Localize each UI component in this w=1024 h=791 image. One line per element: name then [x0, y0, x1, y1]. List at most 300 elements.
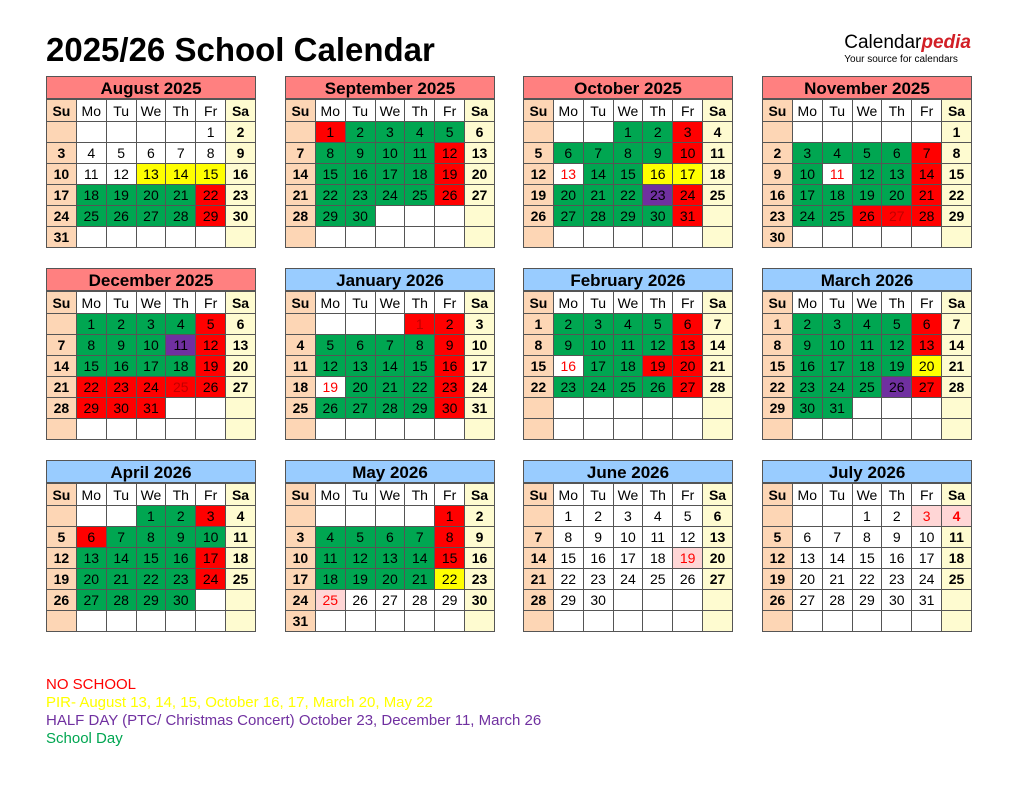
day-cell: 10 — [465, 335, 495, 356]
empty-cell — [435, 611, 465, 632]
empty-cell — [226, 227, 256, 248]
day-cell: 1 — [196, 122, 226, 143]
day-cell: 4 — [76, 143, 106, 164]
day-cell: 12 — [852, 164, 882, 185]
calendarpedia-logo[interactable] — [844, 33, 971, 66]
day-cell: 27 — [792, 590, 822, 611]
day-cell: 4 — [613, 314, 643, 335]
day-cell: 20 — [673, 356, 703, 377]
day-cell: 14 — [942, 335, 972, 356]
weekday-label: Tu — [822, 292, 852, 314]
day-cell: 16 — [345, 164, 375, 185]
weekday-label: We — [613, 292, 643, 314]
empty-cell — [822, 506, 852, 527]
day-cell: 15 — [435, 548, 465, 569]
empty-cell — [553, 611, 583, 632]
empty-cell — [882, 611, 912, 632]
day-cell: 22 — [553, 569, 583, 590]
day-cell: 31 — [673, 206, 703, 227]
day-cell: 2 — [435, 314, 465, 335]
empty-cell — [286, 314, 316, 335]
day-cell: 2 — [465, 506, 495, 527]
day-cell: 28 — [583, 206, 613, 227]
day-cell: 17 — [673, 164, 703, 185]
day-cell: 10 — [47, 164, 77, 185]
day-cell: 16 — [226, 164, 256, 185]
day-cell: 10 — [792, 164, 822, 185]
month-header: January 2026 — [285, 268, 495, 291]
empty-cell — [196, 227, 226, 248]
empty-cell — [673, 590, 703, 611]
day-cell: 21 — [166, 185, 196, 206]
day-cell: 16 — [166, 548, 196, 569]
day-cell: 29 — [315, 206, 345, 227]
day-cell: 3 — [136, 314, 166, 335]
day-cell: 6 — [912, 314, 942, 335]
day-cell: 27 — [76, 590, 106, 611]
day-cell: 20 — [465, 164, 495, 185]
day-cell: 19 — [345, 569, 375, 590]
empty-cell — [315, 314, 345, 335]
day-cell: 13 — [76, 548, 106, 569]
empty-cell — [643, 398, 673, 419]
weekday-label: Fr — [673, 100, 703, 122]
day-cell: 8 — [405, 335, 435, 356]
weekday-label: Tu — [583, 484, 613, 506]
day-cell: 11 — [703, 143, 733, 164]
empty-cell — [882, 122, 912, 143]
empty-cell — [226, 398, 256, 419]
empty-cell — [345, 314, 375, 335]
day-cell: 4 — [942, 506, 972, 527]
empty-cell — [643, 419, 673, 440]
month-june-2026 — [523, 460, 733, 632]
day-cell: 7 — [524, 527, 554, 548]
weekday-label: We — [852, 100, 882, 122]
day-cell: 17 — [583, 356, 613, 377]
logo-tagline: Your source for calendars — [844, 54, 958, 65]
day-cell: 23 — [643, 185, 673, 206]
day-cell: 28 — [703, 377, 733, 398]
weekday-label: Mo — [315, 292, 345, 314]
day-cell: 30 — [106, 398, 136, 419]
day-cell: 7 — [286, 143, 316, 164]
day-cell: 9 — [106, 335, 136, 356]
day-cell: 22 — [613, 185, 643, 206]
day-cell: 2 — [166, 506, 196, 527]
day-cell: 15 — [942, 164, 972, 185]
day-cell: 8 — [315, 143, 345, 164]
day-cell: 30 — [882, 590, 912, 611]
empty-cell — [643, 611, 673, 632]
day-cell: 10 — [196, 527, 226, 548]
weekday-label: We — [613, 484, 643, 506]
day-cell: 6 — [375, 527, 405, 548]
day-cell: 27 — [226, 377, 256, 398]
month-header: June 2026 — [523, 460, 733, 483]
empty-cell — [47, 314, 77, 335]
month-header: July 2026 — [762, 460, 972, 483]
day-cell: 13 — [912, 335, 942, 356]
day-cell: 19 — [852, 185, 882, 206]
day-cell: 25 — [643, 569, 673, 590]
day-cell: 26 — [196, 377, 226, 398]
empty-cell — [852, 611, 882, 632]
day-cell: 6 — [792, 527, 822, 548]
day-cell: 28 — [166, 206, 196, 227]
day-cell: 19 — [673, 548, 703, 569]
day-cell: 7 — [106, 527, 136, 548]
empty-cell — [76, 506, 106, 527]
day-cell: 3 — [375, 122, 405, 143]
day-cell: 5 — [763, 527, 793, 548]
day-cell: 19 — [435, 164, 465, 185]
day-cell: 12 — [196, 335, 226, 356]
day-cell: 18 — [286, 377, 316, 398]
day-cell: 19 — [882, 356, 912, 377]
day-cell: 8 — [136, 527, 166, 548]
day-cell: 14 — [47, 356, 77, 377]
day-cell: 31 — [912, 590, 942, 611]
day-cell: 29 — [196, 206, 226, 227]
day-cell: 30 — [643, 206, 673, 227]
empty-cell — [196, 590, 226, 611]
day-cell: 13 — [673, 335, 703, 356]
weekday-label: Su — [763, 100, 793, 122]
day-cell: 14 — [405, 548, 435, 569]
day-cell: 1 — [435, 506, 465, 527]
day-cell: 26 — [763, 590, 793, 611]
empty-cell — [703, 590, 733, 611]
day-cell: 12 — [345, 548, 375, 569]
empty-cell — [852, 122, 882, 143]
weekday-label: Th — [882, 292, 912, 314]
day-cell: 23 — [763, 206, 793, 227]
day-cell: 23 — [553, 377, 583, 398]
day-cell: 23 — [106, 377, 136, 398]
day-cell: 17 — [613, 548, 643, 569]
day-cell: 20 — [136, 185, 166, 206]
day-cell: 16 — [106, 356, 136, 377]
day-cell: 28 — [286, 206, 316, 227]
day-cell: 28 — [106, 590, 136, 611]
day-cell: 24 — [583, 377, 613, 398]
weekday-label: Th — [405, 292, 435, 314]
empty-cell — [553, 419, 583, 440]
empty-cell — [524, 419, 554, 440]
empty-cell — [673, 611, 703, 632]
day-cell: 12 — [435, 143, 465, 164]
weekday-label: Su — [286, 484, 316, 506]
empty-cell — [166, 419, 196, 440]
day-cell: 5 — [673, 506, 703, 527]
empty-cell — [375, 419, 405, 440]
day-cell: 11 — [852, 335, 882, 356]
day-cell: 18 — [822, 185, 852, 206]
empty-cell — [136, 227, 166, 248]
empty-cell — [852, 398, 882, 419]
empty-cell — [345, 419, 375, 440]
day-cell: 22 — [524, 377, 554, 398]
day-cell: 8 — [763, 335, 793, 356]
day-cell: 4 — [405, 122, 435, 143]
day-cell: 30 — [166, 590, 196, 611]
weekday-label: Su — [524, 292, 554, 314]
day-cell: 25 — [315, 590, 345, 611]
day-cell: 20 — [345, 377, 375, 398]
empty-cell — [226, 419, 256, 440]
empty-cell — [822, 611, 852, 632]
month-header: February 2026 — [523, 268, 733, 291]
weekday-label: Mo — [76, 100, 106, 122]
day-cell: 13 — [345, 356, 375, 377]
weekday-label: Mo — [315, 100, 345, 122]
month-march-2026 — [762, 268, 972, 440]
day-cell: 20 — [792, 569, 822, 590]
day-cell: 18 — [852, 356, 882, 377]
weekday-label: Fr — [912, 292, 942, 314]
day-cell: 5 — [435, 122, 465, 143]
day-cell: 8 — [942, 143, 972, 164]
empty-cell — [792, 122, 822, 143]
month-december-2025 — [46, 268, 256, 440]
day-cell: 26 — [882, 377, 912, 398]
weekday-label: Sa — [942, 292, 972, 314]
day-cell: 3 — [912, 506, 942, 527]
day-cell: 2 — [882, 506, 912, 527]
empty-cell — [345, 506, 375, 527]
day-cell: 10 — [613, 527, 643, 548]
empty-cell — [643, 227, 673, 248]
day-cell: 10 — [822, 335, 852, 356]
month-august-2025 — [46, 76, 256, 248]
day-cell: 19 — [524, 185, 554, 206]
day-cell: 21 — [375, 377, 405, 398]
day-cell: 17 — [47, 185, 77, 206]
day-cell: 22 — [435, 569, 465, 590]
empty-cell — [792, 419, 822, 440]
day-cell: 1 — [76, 314, 106, 335]
empty-cell — [315, 227, 345, 248]
day-cell: 15 — [315, 164, 345, 185]
day-cell: 15 — [553, 548, 583, 569]
day-cell: 23 — [882, 569, 912, 590]
day-cell: 24 — [792, 206, 822, 227]
month-april-2026 — [46, 460, 256, 632]
weekday-label: We — [136, 100, 166, 122]
weekday-label: Sa — [465, 484, 495, 506]
empty-cell — [226, 590, 256, 611]
day-cell: 27 — [673, 377, 703, 398]
day-cell: 3 — [47, 143, 77, 164]
day-cell: 16 — [882, 548, 912, 569]
day-cell: 21 — [703, 356, 733, 377]
empty-cell — [882, 398, 912, 419]
weekday-label: Su — [524, 484, 554, 506]
empty-cell — [375, 314, 405, 335]
day-cell: 22 — [405, 377, 435, 398]
day-cell: 30 — [226, 206, 256, 227]
month-october-2025 — [523, 76, 733, 248]
weekday-label: We — [136, 292, 166, 314]
day-cell: 14 — [286, 164, 316, 185]
day-cell: 23 — [345, 185, 375, 206]
month-january-2026 — [285, 268, 495, 440]
weekday-label: Sa — [703, 484, 733, 506]
day-cell: 8 — [524, 335, 554, 356]
day-cell: 18 — [613, 356, 643, 377]
day-cell: 7 — [47, 335, 77, 356]
empty-cell — [315, 419, 345, 440]
day-cell: 19 — [106, 185, 136, 206]
day-cell: 2 — [553, 314, 583, 335]
day-cell: 18 — [703, 164, 733, 185]
day-cell: 16 — [792, 356, 822, 377]
empty-cell — [47, 122, 77, 143]
day-cell: 8 — [76, 335, 106, 356]
empty-cell — [553, 398, 583, 419]
weekday-label: Th — [166, 484, 196, 506]
empty-cell — [703, 398, 733, 419]
day-cell: 7 — [166, 143, 196, 164]
day-cell: 11 — [315, 548, 345, 569]
day-cell: 20 — [912, 356, 942, 377]
month-header: May 2026 — [285, 460, 495, 483]
empty-cell — [76, 611, 106, 632]
day-cell: 15 — [76, 356, 106, 377]
empty-cell — [405, 611, 435, 632]
day-cell: 7 — [942, 314, 972, 335]
day-cell: 3 — [196, 506, 226, 527]
empty-cell — [613, 398, 643, 419]
weekday-label: Th — [166, 100, 196, 122]
day-cell: 9 — [763, 164, 793, 185]
day-cell: 29 — [553, 590, 583, 611]
day-cell: 6 — [465, 122, 495, 143]
weekday-label: Mo — [553, 292, 583, 314]
day-cell: 20 — [375, 569, 405, 590]
day-cell: 20 — [226, 356, 256, 377]
day-cell: 21 — [912, 185, 942, 206]
empty-cell — [912, 611, 942, 632]
empty-cell — [286, 227, 316, 248]
day-cell: 2 — [583, 506, 613, 527]
day-cell: 29 — [76, 398, 106, 419]
day-cell: 9 — [583, 527, 613, 548]
weekday-label: Mo — [76, 292, 106, 314]
day-cell: 26 — [435, 185, 465, 206]
weekday-label: We — [375, 484, 405, 506]
day-cell: 19 — [315, 377, 345, 398]
weekday-label: Tu — [583, 100, 613, 122]
day-cell: 24 — [47, 206, 77, 227]
month-header: November 2025 — [762, 76, 972, 99]
day-cell: 11 — [286, 356, 316, 377]
weekday-label: Mo — [792, 484, 822, 506]
day-cell: 28 — [942, 377, 972, 398]
day-cell: 1 — [136, 506, 166, 527]
day-cell: 25 — [852, 377, 882, 398]
day-cell: 31 — [822, 398, 852, 419]
weekday-label: Sa — [703, 292, 733, 314]
day-cell: 6 — [882, 143, 912, 164]
weekday-label: Th — [405, 484, 435, 506]
day-cell: 8 — [435, 527, 465, 548]
empty-cell — [583, 227, 613, 248]
empty-cell — [524, 611, 554, 632]
day-cell: 5 — [106, 143, 136, 164]
month-header: December 2025 — [46, 268, 256, 291]
empty-cell — [912, 122, 942, 143]
weekday-label: We — [375, 292, 405, 314]
day-cell: 24 — [822, 377, 852, 398]
empty-cell — [106, 506, 136, 527]
weekday-label: Su — [286, 100, 316, 122]
day-cell: 11 — [942, 527, 972, 548]
day-cell: 18 — [405, 164, 435, 185]
day-cell: 26 — [673, 569, 703, 590]
day-cell: 27 — [553, 206, 583, 227]
day-cell: 14 — [583, 164, 613, 185]
empty-cell — [583, 122, 613, 143]
empty-cell — [524, 398, 554, 419]
day-cell: 25 — [286, 398, 316, 419]
day-cell: 2 — [763, 143, 793, 164]
empty-cell — [136, 122, 166, 143]
day-cell: 5 — [852, 143, 882, 164]
empty-cell — [912, 398, 942, 419]
empty-cell — [822, 122, 852, 143]
day-cell: 24 — [673, 185, 703, 206]
weekday-label: Tu — [345, 100, 375, 122]
day-cell: 15 — [613, 164, 643, 185]
empty-cell — [47, 611, 77, 632]
day-cell: 1 — [524, 314, 554, 335]
day-cell: 29 — [435, 590, 465, 611]
day-cell: 2 — [106, 314, 136, 335]
weekday-label: Fr — [673, 484, 703, 506]
day-cell: 24 — [136, 377, 166, 398]
empty-cell — [524, 506, 554, 527]
day-cell: 20 — [76, 569, 106, 590]
empty-cell — [166, 122, 196, 143]
month-header: March 2026 — [762, 268, 972, 291]
day-cell: 22 — [315, 185, 345, 206]
day-cell: 29 — [613, 206, 643, 227]
empty-cell — [226, 611, 256, 632]
day-cell: 26 — [524, 206, 554, 227]
day-cell: 27 — [136, 206, 166, 227]
day-cell: 17 — [912, 548, 942, 569]
day-cell: 30 — [792, 398, 822, 419]
day-cell: 3 — [465, 314, 495, 335]
day-cell: 26 — [47, 590, 77, 611]
empty-cell — [47, 506, 77, 527]
day-cell: 7 — [703, 314, 733, 335]
day-cell: 20 — [553, 185, 583, 206]
month-may-2026 — [285, 460, 495, 632]
month-header: August 2025 — [46, 76, 256, 99]
empty-cell — [106, 419, 136, 440]
day-cell: 1 — [405, 314, 435, 335]
day-cell: 22 — [76, 377, 106, 398]
empty-cell — [76, 122, 106, 143]
day-cell: 12 — [47, 548, 77, 569]
empty-cell — [286, 122, 316, 143]
day-cell: 21 — [106, 569, 136, 590]
day-cell: 13 — [136, 164, 166, 185]
day-cell: 15 — [405, 356, 435, 377]
